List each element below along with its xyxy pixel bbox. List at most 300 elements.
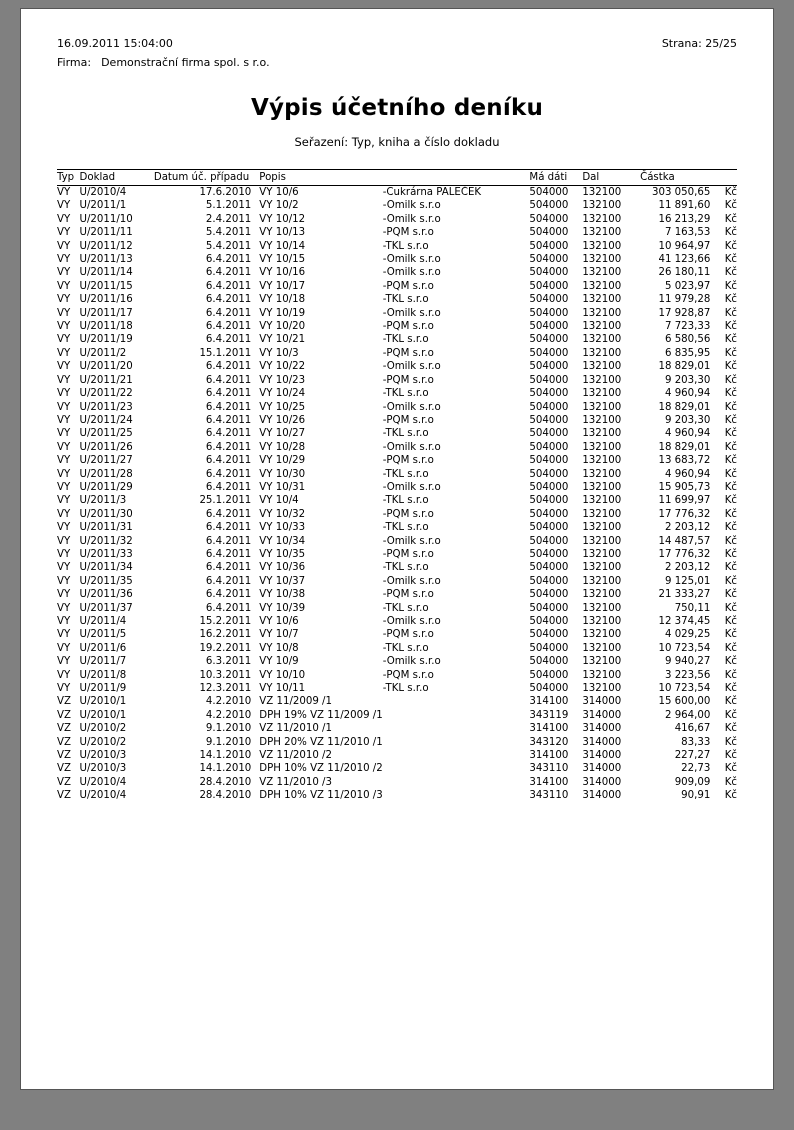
table-row <box>57 360 737 373</box>
cell-castka: 11 979,28 <box>658 294 711 306</box>
cell-doklad: U/2010/4 <box>79 187 127 198</box>
cell-datum: 28.4.2010 <box>199 776 252 788</box>
page-title: Výpis účetního deníku <box>250 95 544 121</box>
cell-dal: 132100 <box>582 307 622 319</box>
cell-castka: 15 600,00 <box>658 696 711 708</box>
cell-castka: 10 723,54 <box>658 642 711 654</box>
cell-ma-dati: 504000 <box>529 642 569 654</box>
table-row <box>57 199 737 212</box>
cell-popis: VY 10/20 <box>259 321 306 333</box>
cell-popis: VY 10/34 <box>259 535 306 547</box>
cell-ma-dati: 504000 <box>529 616 569 627</box>
cell-dal: 314000 <box>582 763 622 775</box>
cell-doklad: U/2011/1 <box>79 200 127 212</box>
cell-mena: Kč <box>724 388 737 400</box>
cell-mena: Kč <box>724 776 737 788</box>
cell-dal: 132100 <box>582 294 622 306</box>
cell-doklad: U/2011/7 <box>79 656 127 668</box>
cell-ma-dati: 504000 <box>529 562 569 574</box>
cell-popis-detail: -PQM s.r.o <box>382 227 434 239</box>
cell-datum: 15.1.2011 <box>199 347 252 359</box>
cell-popis-detail: -PQM s.r.o <box>382 548 434 560</box>
cell-ma-dati: 504000 <box>529 347 569 359</box>
cell-mena: Kč <box>724 441 737 453</box>
firm-name: Demonstrační firma spol. s r.o. <box>101 56 270 69</box>
cell-mena: Kč <box>724 575 737 587</box>
cell-ma-dati: 504000 <box>529 374 569 386</box>
column-header-datum: Datum úč. případu <box>154 170 259 186</box>
table-row <box>57 253 737 266</box>
cell-popis: VY 10/17 <box>259 280 306 292</box>
cell-doklad: U/2011/23 <box>79 401 133 413</box>
cell-datum: 6.4.2011 <box>205 455 252 467</box>
cell-typ: VY <box>57 642 71 654</box>
cell-typ: VY <box>57 294 71 306</box>
table-row <box>57 628 737 641</box>
cell-dal: 132100 <box>582 495 622 507</box>
cell-castka: 4 960,94 <box>664 428 711 440</box>
cell-mena: Kč <box>724 468 737 480</box>
cell-castka: 7 723,33 <box>664 321 711 333</box>
cell-mena: Kč <box>724 750 737 762</box>
cell-castka: 909,09 <box>674 776 711 788</box>
cell-dal: 132100 <box>582 347 622 359</box>
cell-typ: VY <box>57 254 71 266</box>
cell-popis: VY 10/15 <box>259 254 306 266</box>
cell-popis: VY 10/3 <box>259 347 299 359</box>
cell-typ: VY <box>57 548 71 560</box>
table-row <box>57 789 737 802</box>
cell-datum: 14.1.2010 <box>199 750 252 762</box>
cell-ma-dati: 343110 <box>529 763 569 775</box>
cell-dal: 132100 <box>582 629 622 641</box>
cell-doklad: U/2011/15 <box>79 280 133 292</box>
cell-typ: VY <box>57 307 71 319</box>
cell-doklad: U/2011/14 <box>79 267 133 279</box>
cell-popis-detail <box>383 789 530 802</box>
table-row <box>57 347 737 360</box>
cell-dal: 314000 <box>582 696 622 708</box>
column-header-ma-dati: Má dáti <box>529 170 582 186</box>
cell-dal: 132100 <box>582 548 622 560</box>
cell-typ: VY <box>57 334 71 346</box>
cell-datum: 28.4.2010 <box>199 790 252 802</box>
cell-popis: VZ 11/2009 /1 <box>259 696 332 708</box>
cell-castka: 16 213,29 <box>658 213 711 225</box>
cell-typ: VY <box>57 227 71 239</box>
cell-popis-detail: -Omilk s.r.o <box>382 254 441 266</box>
cell-castka: 227,27 <box>674 750 711 762</box>
cell-dal: 132100 <box>582 374 622 386</box>
cell-castka: 416,67 <box>674 723 711 735</box>
cell-ma-dati: 504000 <box>529 227 569 239</box>
cell-datum: 6.4.2011 <box>205 562 252 574</box>
cell-castka: 4 960,94 <box>664 388 711 400</box>
cell-typ: VY <box>57 522 71 534</box>
cell-doklad: U/2011/5 <box>79 629 127 641</box>
cell-typ: VY <box>57 535 71 547</box>
cell-ma-dati: 314100 <box>529 776 569 788</box>
table-row <box>57 508 737 521</box>
table-body <box>57 186 737 803</box>
cell-typ: VZ <box>57 763 71 775</box>
cell-popis: VY 10/24 <box>259 388 306 400</box>
table-row <box>57 602 737 615</box>
cell-popis-detail: -TKL s.r.o <box>382 334 429 346</box>
cell-mena: Kč <box>724 213 737 225</box>
cell-datum: 25.1.2011 <box>199 495 252 507</box>
cell-datum: 6.4.2011 <box>205 602 252 614</box>
cell-popis: VY 10/28 <box>259 441 306 453</box>
cell-castka: 18 829,01 <box>658 361 711 373</box>
cell-doklad: U/2011/24 <box>79 414 133 426</box>
cell-castka: 14 487,57 <box>658 535 711 547</box>
cell-dal: 132100 <box>582 441 622 453</box>
cell-mena: Kč <box>724 481 737 493</box>
cell-datum: 15.2.2011 <box>199 616 252 627</box>
cell-popis-detail: -TKL s.r.o <box>382 602 429 614</box>
cell-datum: 5.1.2011 <box>205 200 252 212</box>
cell-ma-dati: 504000 <box>529 629 569 641</box>
cell-mena: Kč <box>724 455 737 467</box>
cell-datum: 6.4.2011 <box>205 575 252 587</box>
cell-mena: Kč <box>724 616 737 627</box>
cell-dal: 132100 <box>582 187 622 198</box>
document-page <box>20 8 774 1090</box>
cell-ma-dati: 504000 <box>529 468 569 480</box>
cell-typ: VY <box>57 267 71 279</box>
cell-doklad: U/2011/13 <box>79 254 133 266</box>
cell-dal: 132100 <box>582 616 622 627</box>
cell-ma-dati: 504000 <box>529 361 569 373</box>
table-row <box>57 240 737 253</box>
cell-typ: VZ <box>57 709 71 721</box>
cell-dal: 314000 <box>582 776 622 788</box>
table-row <box>57 695 737 708</box>
cell-popis: VY 10/39 <box>259 602 306 614</box>
cell-castka: 90,91 <box>681 790 711 802</box>
cell-castka: 41 123,66 <box>658 254 711 266</box>
cell-castka: 26 180,11 <box>658 267 711 279</box>
cell-datum: 6.4.2011 <box>205 321 252 333</box>
cell-ma-dati: 504000 <box>529 428 569 440</box>
cell-dal: 132100 <box>582 361 622 373</box>
cell-doklad: U/2011/29 <box>79 481 133 493</box>
cell-datum: 6.3.2011 <box>205 656 252 668</box>
cell-mena: Kč <box>724 656 737 668</box>
cell-popis-detail <box>383 776 530 789</box>
cell-ma-dati: 504000 <box>529 535 569 547</box>
table-row <box>57 655 737 668</box>
table-row <box>57 615 737 628</box>
cell-doklad: U/2011/27 <box>79 455 133 467</box>
cell-typ: VY <box>57 481 71 493</box>
cell-castka: 13 683,72 <box>658 455 711 467</box>
cell-ma-dati: 504000 <box>529 589 569 601</box>
table-row <box>57 535 737 548</box>
cell-popis: VY 10/25 <box>259 401 306 413</box>
cell-castka: 11 891,60 <box>658 200 711 212</box>
cell-dal: 132100 <box>582 602 622 614</box>
cell-doklad: U/2011/31 <box>79 522 133 534</box>
cell-dal: 132100 <box>582 656 622 668</box>
cell-popis-detail <box>383 695 530 708</box>
cell-datum: 6.4.2011 <box>205 267 252 279</box>
table-row <box>57 414 737 427</box>
cell-mena: Kč <box>724 307 737 319</box>
cell-doklad: U/2010/3 <box>79 763 127 775</box>
cell-popis-detail: -Omilk s.r.o <box>382 307 441 319</box>
cell-datum: 6.4.2011 <box>205 428 252 440</box>
table-row <box>57 266 737 279</box>
cell-doklad: U/2011/32 <box>79 535 133 547</box>
cell-popis-detail: -Omilk s.r.o <box>382 575 441 587</box>
cell-mena: Kč <box>724 602 737 614</box>
table-row <box>57 749 737 762</box>
cell-mena: Kč <box>724 589 737 601</box>
cell-dal: 314000 <box>582 723 622 735</box>
cell-popis: VY 10/13 <box>259 227 306 239</box>
cell-popis-detail: -PQM s.r.o <box>382 347 434 359</box>
cell-popis-detail: -TKL s.r.o <box>382 294 429 306</box>
cell-popis-detail: -PQM s.r.o <box>382 589 434 601</box>
cell-datum: 6.4.2011 <box>205 508 252 520</box>
cell-dal: 132100 <box>582 254 622 266</box>
cell-popis-detail: -TKL s.r.o <box>382 468 429 480</box>
cell-dal: 132100 <box>582 481 622 493</box>
cell-popis-detail: -Omilk s.r.o <box>382 656 441 668</box>
cell-ma-dati: 343119 <box>529 709 569 721</box>
cell-datum: 6.4.2011 <box>205 468 252 480</box>
cell-dal: 132100 <box>582 321 622 333</box>
cell-datum: 6.4.2011 <box>205 522 252 534</box>
cell-typ: VY <box>57 428 71 440</box>
cell-typ: VY <box>57 321 71 333</box>
cell-popis-detail: -Omilk s.r.o <box>382 535 441 547</box>
cell-popis-detail: -TKL s.r.o <box>382 495 429 507</box>
cell-mena: Kč <box>724 669 737 681</box>
table-row <box>57 307 737 320</box>
cell-dal: 132100 <box>582 334 622 346</box>
cell-mena: Kč <box>724 696 737 708</box>
cell-typ: VY <box>57 280 71 292</box>
cell-popis-detail: -TKL s.r.o <box>382 562 429 574</box>
cell-ma-dati: 504000 <box>529 294 569 306</box>
cell-typ: VY <box>57 616 71 627</box>
cell-mena: Kč <box>724 347 737 359</box>
cell-ma-dati: 504000 <box>529 213 569 225</box>
cell-typ: VY <box>57 683 71 695</box>
cell-popis: VY 10/19 <box>259 307 306 319</box>
cell-mena: Kč <box>724 254 737 266</box>
cell-mena: Kč <box>724 200 737 212</box>
cell-popis-detail: -PQM s.r.o <box>382 629 434 641</box>
cell-datum: 10.3.2011 <box>199 669 252 681</box>
cell-datum: 17.6.2010 <box>199 187 252 198</box>
cell-castka: 3 223,56 <box>664 669 711 681</box>
cell-popis: VY 10/22 <box>259 361 306 373</box>
cell-mena: Kč <box>724 374 737 386</box>
cell-datum: 6.4.2011 <box>205 280 252 292</box>
cell-doklad: U/2011/21 <box>79 374 133 386</box>
cell-typ: VY <box>57 575 71 587</box>
cell-ma-dati: 504000 <box>529 495 569 507</box>
cell-mena: Kč <box>724 522 737 534</box>
cell-mena: Kč <box>724 562 737 574</box>
table-row <box>57 494 737 507</box>
cell-doklad: U/2011/4 <box>79 616 127 627</box>
cell-doklad: U/2011/9 <box>79 683 127 695</box>
column-header-dal: Dal <box>582 170 640 186</box>
cell-castka: 10 723,54 <box>658 683 711 695</box>
cell-typ: VZ <box>57 790 71 802</box>
cell-doklad: U/2010/4 <box>79 776 127 788</box>
cell-datum: 16.2.2011 <box>199 629 252 641</box>
cell-datum: 5.4.2011 <box>205 240 252 252</box>
cell-mena: Kč <box>724 361 737 373</box>
cell-popis-detail: -TKL s.r.o <box>382 522 429 534</box>
cell-datum: 2.4.2011 <box>205 213 252 225</box>
cell-popis-detail: -TKL s.r.o <box>382 388 429 400</box>
cell-datum: 6.4.2011 <box>205 589 252 601</box>
cell-castka: 11 699,97 <box>658 495 711 507</box>
cell-mena: Kč <box>724 548 737 560</box>
cell-popis-detail: -Omilk s.r.o <box>382 481 441 493</box>
cell-popis: VY 10/31 <box>259 481 306 493</box>
print-datetime: 16.09.2011 15:04:00 <box>57 37 173 50</box>
cell-ma-dati: 504000 <box>529 522 569 534</box>
cell-ma-dati: 504000 <box>529 321 569 333</box>
cell-doklad: U/2010/1 <box>79 696 127 708</box>
cell-dal: 314000 <box>582 790 622 802</box>
cell-castka: 6 580,56 <box>664 334 711 346</box>
cell-dal: 132100 <box>582 240 622 252</box>
cell-doklad: U/2011/2 <box>79 347 127 359</box>
cell-castka: 9 940,27 <box>664 656 711 668</box>
table-row <box>57 401 737 414</box>
cell-typ: VY <box>57 468 71 480</box>
document-header-firm <box>57 56 737 69</box>
cell-dal: 132100 <box>582 280 622 292</box>
cell-castka: 7 163,53 <box>664 227 711 239</box>
cell-popis-detail: -Omilk s.r.o <box>382 401 441 413</box>
cell-mena: Kč <box>724 763 737 775</box>
cell-typ: VY <box>57 562 71 574</box>
cell-ma-dati: 504000 <box>529 414 569 426</box>
firm-label: Firma: <box>57 56 92 69</box>
cell-mena: Kč <box>724 790 737 802</box>
table-row <box>57 722 737 735</box>
table-row <box>57 441 737 454</box>
cell-castka: 83,33 <box>681 736 711 748</box>
cell-ma-dati: 504000 <box>529 602 569 614</box>
cell-popis: VY 10/6 <box>259 187 299 198</box>
cell-popis-detail: -PQM s.r.o <box>382 669 434 681</box>
cell-popis-detail: -Omilk s.r.o <box>382 267 441 279</box>
cell-doklad: U/2011/18 <box>79 321 133 333</box>
cell-popis-detail <box>383 722 530 735</box>
cell-popis: VY 10/7 <box>259 629 299 641</box>
table-row <box>57 642 737 655</box>
cell-dal: 132100 <box>582 683 622 695</box>
cell-popis-detail: -TKL s.r.o <box>382 642 429 654</box>
cell-popis: VY 10/6 <box>259 616 299 627</box>
cell-dal: 132100 <box>582 388 622 400</box>
cell-datum: 6.4.2011 <box>205 535 252 547</box>
cell-castka: 15 905,73 <box>658 481 711 493</box>
cell-typ: VZ <box>57 776 71 788</box>
cell-doklad: U/2011/37 <box>79 602 133 614</box>
cell-mena: Kč <box>724 227 737 239</box>
cell-castka: 12 374,45 <box>658 616 711 627</box>
cell-popis: VY 10/12 <box>259 213 306 225</box>
cell-popis-detail: -PQM s.r.o <box>382 374 434 386</box>
cell-doklad: U/2011/12 <box>79 240 133 252</box>
cell-popis: VY 10/10 <box>259 669 306 681</box>
table-row <box>57 468 737 481</box>
cell-datum: 5.4.2011 <box>205 227 252 239</box>
cell-castka: 9 203,30 <box>664 374 711 386</box>
document-header-top <box>57 37 737 50</box>
table-row <box>57 709 737 722</box>
cell-castka: 10 964,97 <box>658 240 711 252</box>
cell-popis-detail: -Omilk s.r.o <box>382 200 441 212</box>
cell-popis: VY 10/9 <box>259 656 299 668</box>
table-row <box>57 682 737 695</box>
cell-mena: Kč <box>724 280 737 292</box>
cell-castka: 2 203,12 <box>664 522 711 534</box>
cell-ma-dati: 504000 <box>529 401 569 413</box>
cell-doklad: U/2011/26 <box>79 441 133 453</box>
cell-dal: 132100 <box>582 669 622 681</box>
cell-popis: VZ 11/2010 /1 <box>259 723 332 735</box>
cell-popis-detail: -PQM s.r.o <box>382 455 434 467</box>
cell-doklad: U/2011/17 <box>79 307 133 319</box>
table-row <box>57 320 737 333</box>
cell-doklad: U/2011/33 <box>79 548 133 560</box>
cell-castka: 2 203,12 <box>664 562 711 574</box>
table-row <box>57 333 737 346</box>
cell-popis-detail: -TKL s.r.o <box>382 428 429 440</box>
cell-mena: Kč <box>724 709 737 721</box>
cell-castka: 17 776,32 <box>658 508 711 520</box>
cell-ma-dati: 314100 <box>529 750 569 762</box>
cell-datum: 6.4.2011 <box>205 254 252 266</box>
cell-typ: VY <box>57 374 71 386</box>
cell-dal: 314000 <box>582 736 622 748</box>
cell-dal: 132100 <box>582 642 622 654</box>
cell-castka: 21 333,27 <box>658 589 711 601</box>
cell-typ: VY <box>57 414 71 426</box>
cell-popis: VY 10/30 <box>259 468 306 480</box>
cell-typ: VZ <box>57 750 71 762</box>
cell-ma-dati: 504000 <box>529 669 569 681</box>
cell-datum: 6.4.2011 <box>205 361 252 373</box>
cell-castka: 4 029,25 <box>664 629 711 641</box>
cell-dal: 132100 <box>582 428 622 440</box>
cell-doklad: U/2011/35 <box>79 575 133 587</box>
cell-popis: VY 10/32 <box>259 508 306 520</box>
cell-ma-dati: 504000 <box>529 656 569 668</box>
cell-typ: VZ <box>57 696 71 708</box>
cell-dal: 132100 <box>582 508 622 520</box>
cell-doklad: U/2010/2 <box>79 723 127 735</box>
cell-dal: 132100 <box>582 589 622 601</box>
cell-castka: 18 829,01 <box>658 401 711 413</box>
cell-popis: VY 10/8 <box>259 642 299 654</box>
cell-datum: 4.2.2010 <box>205 696 252 708</box>
cell-popis: VY 10/18 <box>259 294 306 306</box>
